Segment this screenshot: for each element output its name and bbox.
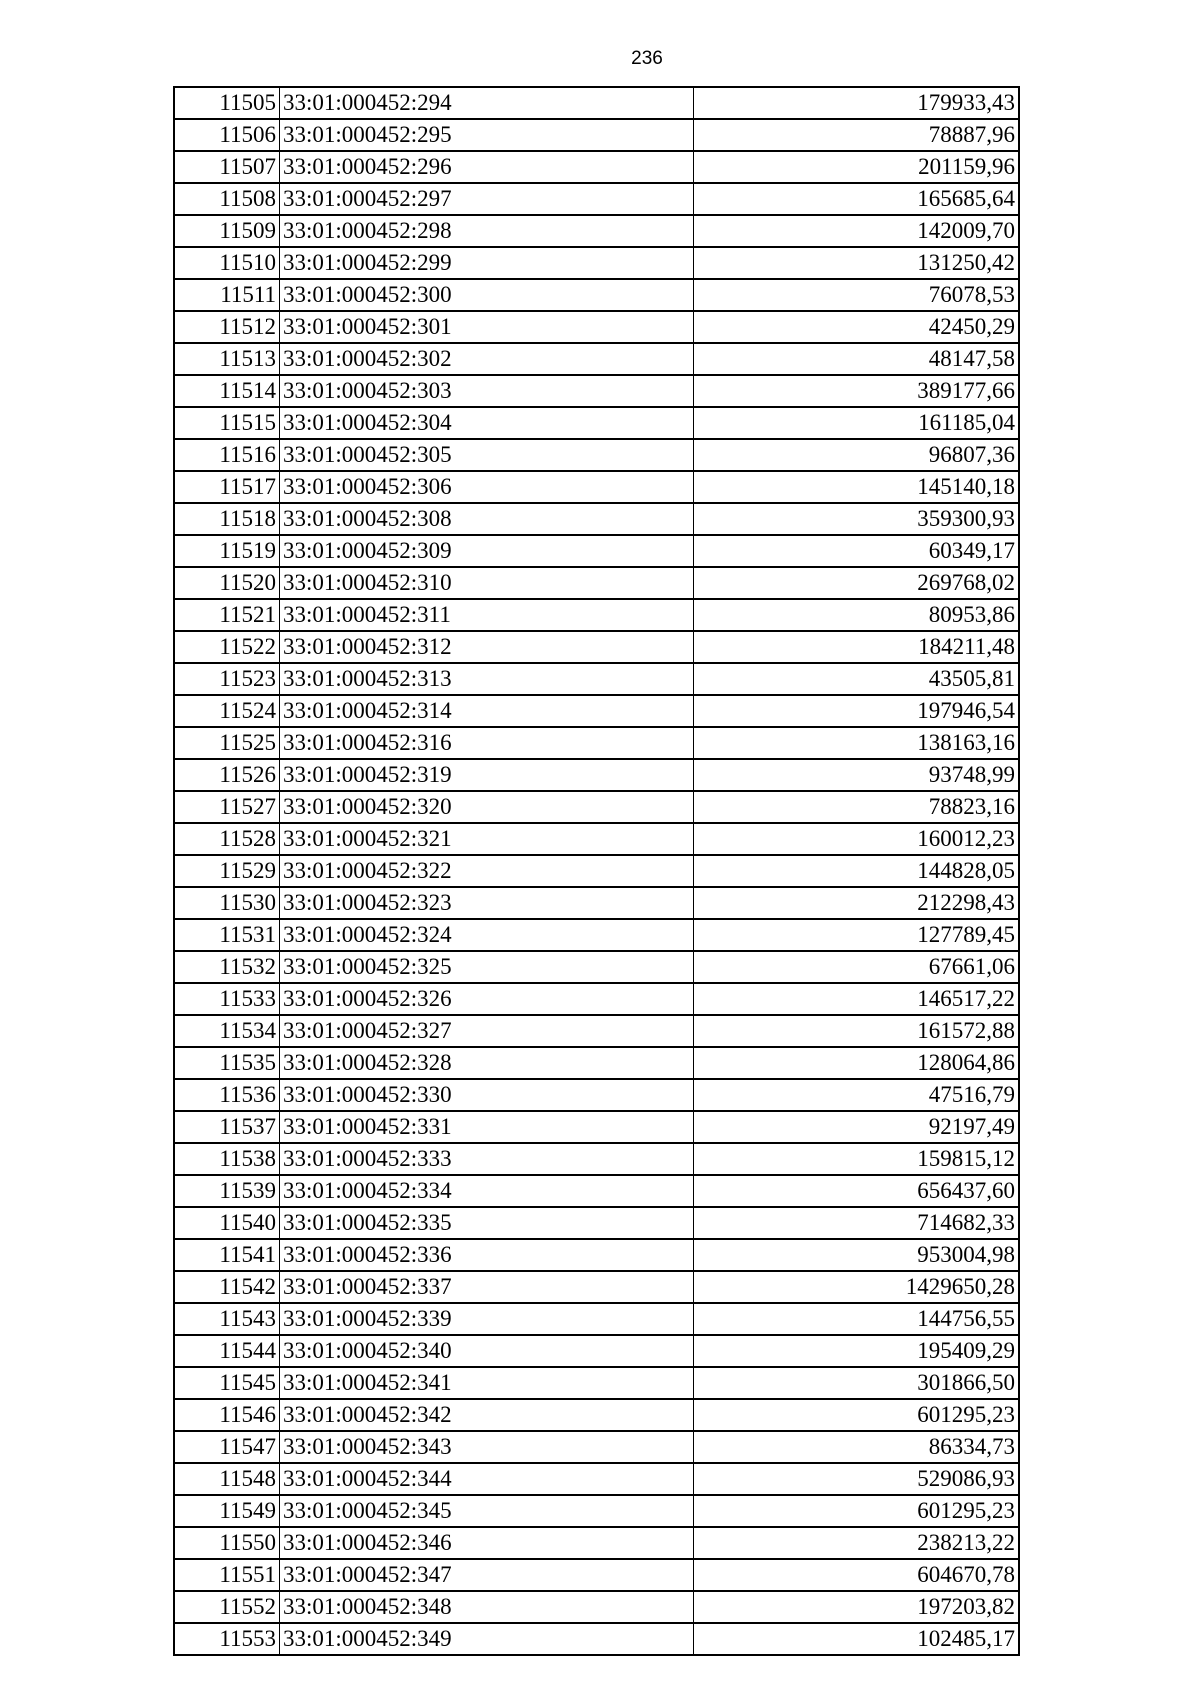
row-number-cell: 11547	[174, 1431, 280, 1463]
table-row	[174, 983, 1019, 1015]
cadastral-number-cell: 33:01:000452:337	[280, 1271, 694, 1303]
cadastral-value-cell: 60349,17	[694, 535, 1020, 567]
cadastral-number-cell: 33:01:000452:302	[280, 343, 694, 375]
cadastral-value-table	[173, 86, 1020, 1656]
table-row	[174, 1239, 1019, 1271]
cadastral-number-cell: 33:01:000452:345	[280, 1495, 694, 1527]
table-row	[174, 407, 1019, 439]
cadastral-number-cell: 33:01:000452:304	[280, 407, 694, 439]
row-number-cell: 11542	[174, 1271, 280, 1303]
table-row	[174, 311, 1019, 343]
table-row	[174, 119, 1019, 151]
cadastral-value-cell: 359300,93	[694, 503, 1020, 535]
row-number-cell: 11513	[174, 343, 280, 375]
cadastral-value-cell: 301866,50	[694, 1367, 1020, 1399]
row-number-cell: 11539	[174, 1175, 280, 1207]
cadastral-number-cell: 33:01:000452:346	[280, 1527, 694, 1559]
table-row	[174, 1047, 1019, 1079]
cadastral-value-cell: 48147,58	[694, 343, 1020, 375]
table-row	[174, 87, 1019, 119]
table-row	[174, 663, 1019, 695]
table-row	[174, 279, 1019, 311]
cadastral-value-cell: 142009,70	[694, 215, 1020, 247]
row-number-cell: 11529	[174, 855, 280, 887]
cadastral-number-cell: 33:01:000452:299	[280, 247, 694, 279]
cadastral-value-cell: 184211,48	[694, 631, 1020, 663]
table-row	[174, 1111, 1019, 1143]
table-row	[174, 1207, 1019, 1239]
row-number-cell: 11522	[174, 631, 280, 663]
table-row	[174, 247, 1019, 279]
row-number-cell: 11551	[174, 1559, 280, 1591]
cadastral-value-cell: 78823,16	[694, 791, 1020, 823]
table-row	[174, 599, 1019, 631]
row-number-cell: 11530	[174, 887, 280, 919]
table-row	[174, 695, 1019, 727]
cadastral-number-cell: 33:01:000452:336	[280, 1239, 694, 1271]
cadastral-number-cell: 33:01:000452:331	[280, 1111, 694, 1143]
cadastral-number-cell: 33:01:000452:327	[280, 1015, 694, 1047]
cadastral-number-cell: 33:01:000452:312	[280, 631, 694, 663]
row-number-cell: 11525	[174, 727, 280, 759]
row-number-cell: 11550	[174, 1527, 280, 1559]
cadastral-number-cell: 33:01:000452:308	[280, 503, 694, 535]
cadastral-value-cell: 67661,06	[694, 951, 1020, 983]
page-number: 236	[631, 48, 663, 69]
table-row	[174, 1495, 1019, 1527]
cadastral-value-cell: 92197,49	[694, 1111, 1020, 1143]
cadastral-value-cell: 86334,73	[694, 1431, 1020, 1463]
cadastral-number-cell: 33:01:000452:349	[280, 1623, 694, 1655]
table-row	[174, 343, 1019, 375]
cadastral-value-cell: 197946,54	[694, 695, 1020, 727]
cadastral-value-cell: 529086,93	[694, 1463, 1020, 1495]
cadastral-number-cell: 33:01:000452:305	[280, 439, 694, 471]
table-row	[174, 1079, 1019, 1111]
row-number-cell: 11533	[174, 983, 280, 1015]
row-number-cell: 11549	[174, 1495, 280, 1527]
cadastral-number-cell: 33:01:000452:321	[280, 823, 694, 855]
cadastral-value-cell: 43505,81	[694, 663, 1020, 695]
row-number-cell: 11548	[174, 1463, 280, 1495]
cadastral-number-cell: 33:01:000452:294	[280, 87, 694, 119]
cadastral-value-cell: 144756,55	[694, 1303, 1020, 1335]
cadastral-value-cell: 131250,42	[694, 247, 1020, 279]
table-row	[174, 1527, 1019, 1559]
cadastral-value-cell: 238213,22	[694, 1527, 1020, 1559]
cadastral-number-cell: 33:01:000452:311	[280, 599, 694, 631]
row-number-cell: 11545	[174, 1367, 280, 1399]
table-row	[174, 1591, 1019, 1623]
table-row	[174, 887, 1019, 919]
row-number-cell: 11537	[174, 1111, 280, 1143]
table-row	[174, 503, 1019, 535]
table-row	[174, 1399, 1019, 1431]
table-row	[174, 823, 1019, 855]
table-row	[174, 791, 1019, 823]
cadastral-value-cell: 146517,22	[694, 983, 1020, 1015]
cadastral-value-cell: 128064,86	[694, 1047, 1020, 1079]
cadastral-number-cell: 33:01:000452:322	[280, 855, 694, 887]
row-number-cell: 11538	[174, 1143, 280, 1175]
table-row	[174, 1335, 1019, 1367]
row-number-cell: 11543	[174, 1303, 280, 1335]
table-row	[174, 535, 1019, 567]
row-number-cell: 11534	[174, 1015, 280, 1047]
cadastral-number-cell: 33:01:000452:296	[280, 151, 694, 183]
table-body	[174, 87, 1019, 1655]
cadastral-value-cell: 656437,60	[694, 1175, 1020, 1207]
table-row	[174, 951, 1019, 983]
cadastral-number-cell: 33:01:000452:330	[280, 1079, 694, 1111]
cadastral-value-cell: 1429650,28	[694, 1271, 1020, 1303]
table-row	[174, 1143, 1019, 1175]
cadastral-value-cell: 161185,04	[694, 407, 1020, 439]
table-row	[174, 1303, 1019, 1335]
table-row	[174, 855, 1019, 887]
cadastral-number-cell: 33:01:000452:300	[280, 279, 694, 311]
cadastral-number-cell: 33:01:000452:310	[280, 567, 694, 599]
cadastral-number-cell: 33:01:000452:306	[280, 471, 694, 503]
table-row	[174, 759, 1019, 791]
cadastral-value-cell: 93748,99	[694, 759, 1020, 791]
cadastral-value-cell: 96807,36	[694, 439, 1020, 471]
cadastral-number-cell: 33:01:000452:297	[280, 183, 694, 215]
row-number-cell: 11517	[174, 471, 280, 503]
row-number-cell: 11553	[174, 1623, 280, 1655]
row-number-cell: 11514	[174, 375, 280, 407]
cadastral-value-cell: 161572,88	[694, 1015, 1020, 1047]
row-number-cell: 11526	[174, 759, 280, 791]
cadastral-value-cell: 179933,43	[694, 87, 1020, 119]
row-number-cell: 11510	[174, 247, 280, 279]
table-row	[174, 1367, 1019, 1399]
row-number-cell: 11511	[174, 279, 280, 311]
cadastral-number-cell: 33:01:000452:320	[280, 791, 694, 823]
row-number-cell: 11540	[174, 1207, 280, 1239]
table-row	[174, 919, 1019, 951]
cadastral-value-cell: 714682,33	[694, 1207, 1020, 1239]
cadastral-number-cell: 33:01:000452:334	[280, 1175, 694, 1207]
cadastral-value-cell: 389177,66	[694, 375, 1020, 407]
cadastral-value-cell: 160012,23	[694, 823, 1020, 855]
cadastral-value-cell: 78887,96	[694, 119, 1020, 151]
row-number-cell: 11516	[174, 439, 280, 471]
cadastral-value-cell: 42450,29	[694, 311, 1020, 343]
cadastral-value-cell: 212298,43	[694, 887, 1020, 919]
row-number-cell: 11535	[174, 1047, 280, 1079]
cadastral-value-cell: 165685,64	[694, 183, 1020, 215]
cadastral-number-cell: 33:01:000452:340	[280, 1335, 694, 1367]
cadastral-value-cell: 197203,82	[694, 1591, 1020, 1623]
table-row	[174, 1175, 1019, 1207]
table-row	[174, 1559, 1019, 1591]
cadastral-number-cell: 33:01:000452:295	[280, 119, 694, 151]
row-number-cell: 11515	[174, 407, 280, 439]
row-number-cell: 11512	[174, 311, 280, 343]
cadastral-value-cell: 47516,79	[694, 1079, 1020, 1111]
cadastral-value-cell: 138163,16	[694, 727, 1020, 759]
table-row	[174, 631, 1019, 663]
table-row	[174, 183, 1019, 215]
row-number-cell: 11524	[174, 695, 280, 727]
cadastral-number-cell: 33:01:000452:326	[280, 983, 694, 1015]
row-number-cell: 11527	[174, 791, 280, 823]
cadastral-value-cell: 604670,78	[694, 1559, 1020, 1591]
row-number-cell: 11532	[174, 951, 280, 983]
cadastral-number-cell: 33:01:000452:328	[280, 1047, 694, 1079]
cadastral-number-cell: 33:01:000452:333	[280, 1143, 694, 1175]
cadastral-number-cell: 33:01:000452:341	[280, 1367, 694, 1399]
row-number-cell: 11531	[174, 919, 280, 951]
cadastral-number-cell: 33:01:000452:309	[280, 535, 694, 567]
cadastral-number-cell: 33:01:000452:348	[280, 1591, 694, 1623]
table-row	[174, 1015, 1019, 1047]
row-number-cell: 11505	[174, 87, 280, 119]
cadastral-number-cell: 33:01:000452:342	[280, 1399, 694, 1431]
cadastral-value-cell: 102485,17	[694, 1623, 1020, 1655]
row-number-cell: 11536	[174, 1079, 280, 1111]
cadastral-value-cell: 145140,18	[694, 471, 1020, 503]
table-row	[174, 439, 1019, 471]
cadastral-value-cell: 159815,12	[694, 1143, 1020, 1175]
row-number-cell: 11521	[174, 599, 280, 631]
cadastral-number-cell: 33:01:000452:344	[280, 1463, 694, 1495]
row-number-cell: 11506	[174, 119, 280, 151]
table-row	[174, 1271, 1019, 1303]
row-number-cell: 11546	[174, 1399, 280, 1431]
table-row	[174, 1431, 1019, 1463]
cadastral-value-cell: 80953,86	[694, 599, 1020, 631]
row-number-cell: 11528	[174, 823, 280, 855]
table-row	[174, 375, 1019, 407]
table-row	[174, 471, 1019, 503]
cadastral-number-cell: 33:01:000452:314	[280, 695, 694, 727]
cadastral-number-cell: 33:01:000452:298	[280, 215, 694, 247]
cadastral-value-cell: 195409,29	[694, 1335, 1020, 1367]
cadastral-value-cell: 144828,05	[694, 855, 1020, 887]
row-number-cell: 11541	[174, 1239, 280, 1271]
table-row	[174, 727, 1019, 759]
cadastral-number-cell: 33:01:000452:347	[280, 1559, 694, 1591]
cadastral-number-cell: 33:01:000452:339	[280, 1303, 694, 1335]
table-row	[174, 1623, 1019, 1655]
cadastral-value-cell: 601295,23	[694, 1495, 1020, 1527]
cadastral-number-cell: 33:01:000452:343	[280, 1431, 694, 1463]
row-number-cell: 11544	[174, 1335, 280, 1367]
row-number-cell: 11508	[174, 183, 280, 215]
cadastral-number-cell: 33:01:000452:303	[280, 375, 694, 407]
cadastral-value-cell: 127789,45	[694, 919, 1020, 951]
cadastral-value-cell: 76078,53	[694, 279, 1020, 311]
row-number-cell: 11519	[174, 535, 280, 567]
cadastral-number-cell: 33:01:000452:323	[280, 887, 694, 919]
cadastral-number-cell: 33:01:000452:301	[280, 311, 694, 343]
cadastral-number-cell: 33:01:000452:313	[280, 663, 694, 695]
row-number-cell: 11518	[174, 503, 280, 535]
table-row	[174, 567, 1019, 599]
cadastral-value-cell: 601295,23	[694, 1399, 1020, 1431]
row-number-cell: 11552	[174, 1591, 280, 1623]
cadastral-number-cell: 33:01:000452:324	[280, 919, 694, 951]
table-row	[174, 215, 1019, 247]
cadastral-number-cell: 33:01:000452:319	[280, 759, 694, 791]
row-number-cell: 11509	[174, 215, 280, 247]
cadastral-number-cell: 33:01:000452:335	[280, 1207, 694, 1239]
row-number-cell: 11507	[174, 151, 280, 183]
cadastral-value-cell: 953004,98	[694, 1239, 1020, 1271]
cadastral-value-cell: 269768,02	[694, 567, 1020, 599]
cadastral-number-cell: 33:01:000452:316	[280, 727, 694, 759]
table-row	[174, 1463, 1019, 1495]
row-number-cell: 11520	[174, 567, 280, 599]
table-row	[174, 151, 1019, 183]
cadastral-number-cell: 33:01:000452:325	[280, 951, 694, 983]
row-number-cell: 11523	[174, 663, 280, 695]
cadastral-value-cell: 201159,96	[694, 151, 1020, 183]
